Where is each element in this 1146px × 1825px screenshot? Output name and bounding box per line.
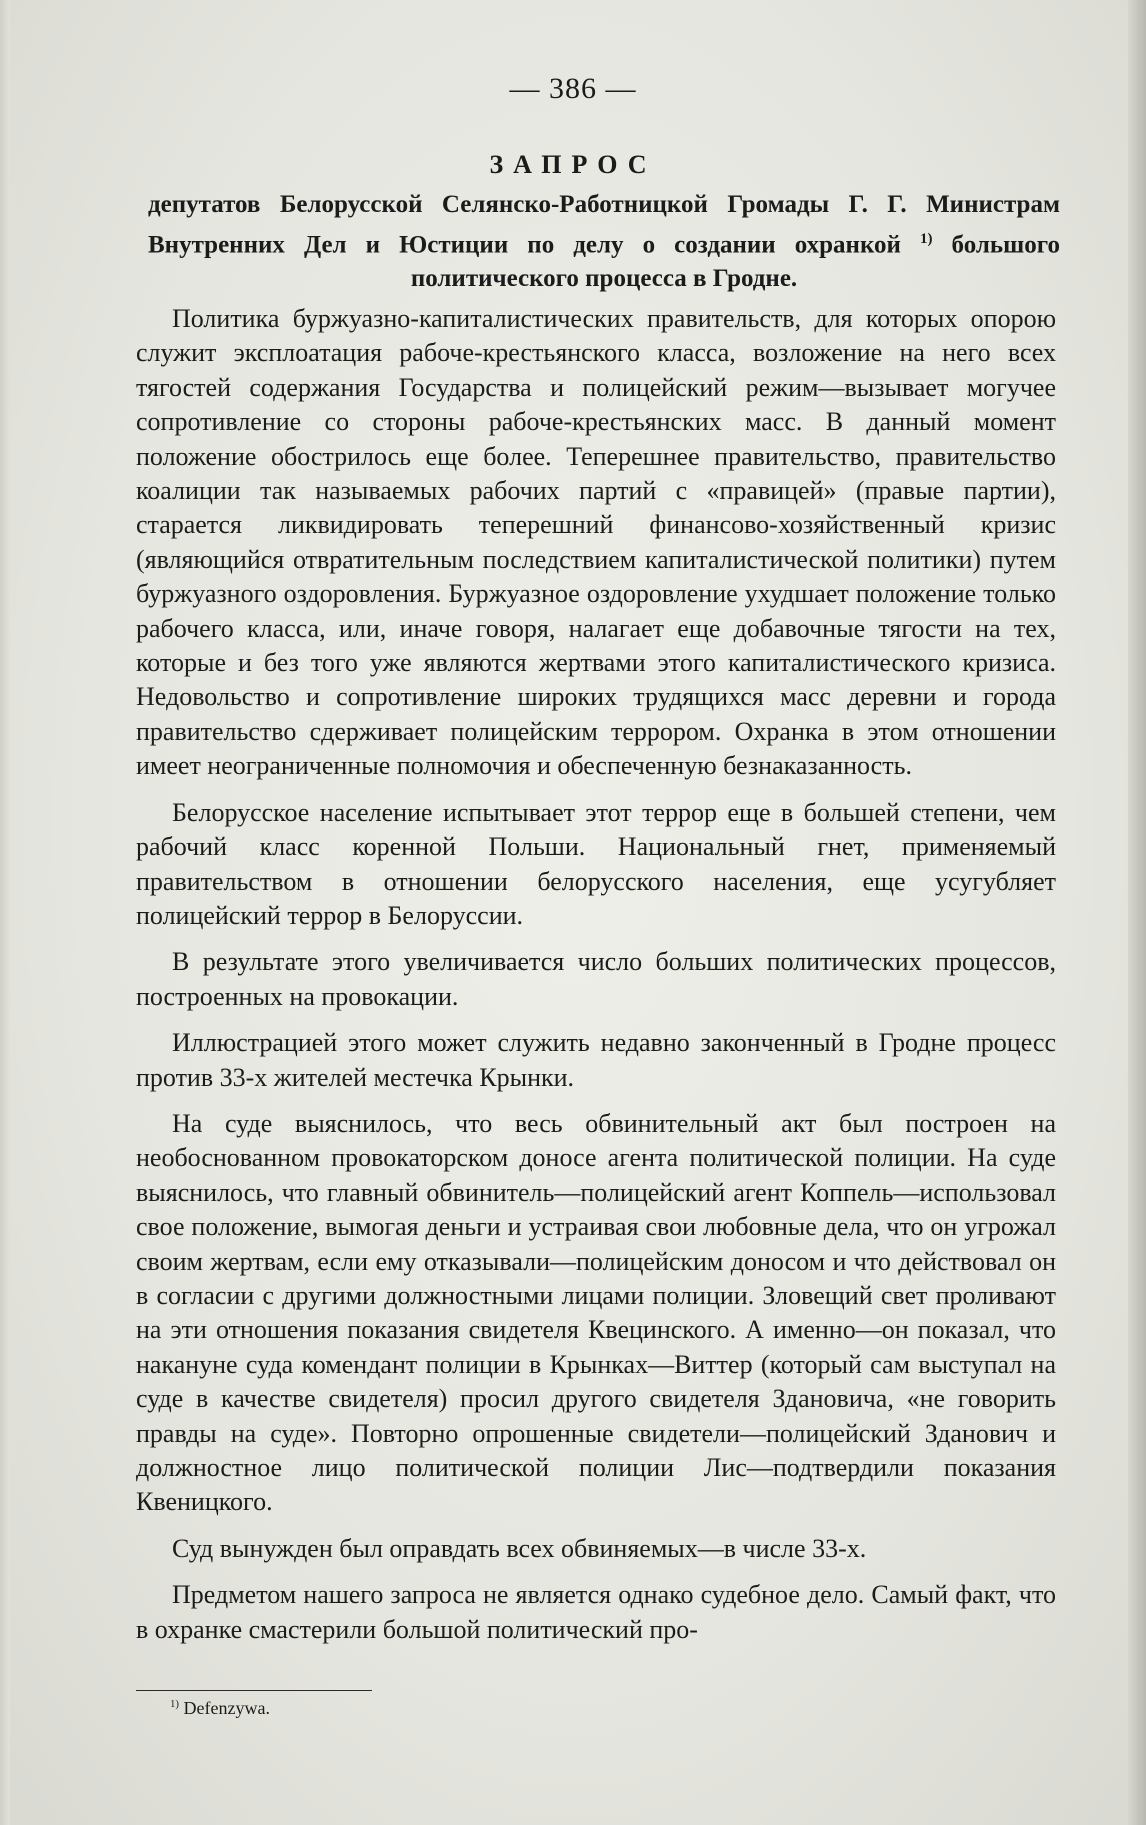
document-body — [136, 302, 1056, 1647]
paragraph-1: Политика буржуазно-капиталистических правительств, для которых опорою служит эксплоатация рабоче-крестьянского класса, возложение на него всех тягостей содержания Государства и полицейский режим—вызывает могучее сопротивление со стороны рабоче-крестьянских масс. В данный момент положение обострилось еще более. Теперешнее правительство, правительство коалиции так называемых рабочих партий с «правицей» (правые партии), старается ликвидировать теперешний финансово-хозяйственный кризис (являющийся отвратительным последствием капиталистической политики) путем буржуазного оздоровления. Буржуазное оздоровление ухудшает положение только рабочего класса, или, иначе говоря, налагает еще добавочные тягости на тех, которые и без того уже являются жертвами этого капиталистического кризиса. Недовольство и сопротивление широких трудящихся масс деревни и города правительство сдерживает полицейским террором. Охранка в этом отношении имеет неограниченные полномочия и обеспеченную безнаказанность. — [136, 304, 1056, 781]
page-edge-right — [1128, 0, 1146, 1825]
footnote-divider — [136, 1690, 372, 1691]
document-heading: ЗАПРОС — [489, 150, 657, 179]
page-edge-left — [0, 0, 10, 1825]
paragraph-7: Предметом нашего запроса не является однако судебное дело. Самый факт, что в охранке смастерили большой политический про- — [136, 1580, 1056, 1644]
subheading-text-after: большого политического процесса в Гродне. — [410, 231, 1060, 293]
page-number: — 386 — — [509, 72, 637, 105]
footnote — [170, 1698, 270, 1719]
paragraph-3: В результате этого увеличивается число больших политических процессов, построенных на провокации. — [136, 947, 1056, 1011]
footnote-text: Defenzywa. — [183, 1698, 270, 1718]
document-subheading — [148, 188, 1060, 296]
paragraph-6: Суд вынужден был оправдать всех обвиняемых—в числе 33-х. — [172, 1533, 867, 1563]
footnote-mark: 1) — [170, 1698, 179, 1710]
subheading-text: депутатов Белорусской Селянско-Работницкой Громады Г. Г. Министрам Внутренних Дел и Юстиции по делу о создании охранкой — [148, 191, 1060, 259]
paragraph-2: Белорусское население испытывает этот террор еще в большей степени, чем рабочий класс коренной Польши. Национальный гнет, применяемый правительством в отношении белорусского населения, еще усугубляет полицейский террор в Белоруссии. — [136, 797, 1056, 930]
paragraph-4: Иллюстрацией этого может служить недавно законченный в Гродне процесс против 33-х жителей местечка Крынки. — [136, 1028, 1056, 1092]
paragraph-5: На суде выяснилось, что весь обвинительный акт был построен на необоснованном провокаторском доносе агента политической полиции. На суде выяснилось, что главный обвинитель—полицейский агент Коппель—использовал свое положение, вымогая деньги и устраивая свои любовные дела, что он угрожал своим жертвам, если ему отказывали—полицейским доносом и что действовал он в согласии с другими должностными лицами полиции. Зловещий свет проливают на эти отношения показания свидетеля Квецинского. А именно—он показал, что накануне суда комендант полиции в Крынках—Виттер (который сам выступал на суде в качестве свидетеля) просил другого свидетеля Здановича, «не говорить правды на суде». Повторно опрошенные свидетели—полицейский Зданович и должностное лицо политической полиции Лис—подтвердили показания Квеницкого. — [136, 1108, 1056, 1517]
subheading-footnote-mark: 1) — [920, 231, 933, 247]
